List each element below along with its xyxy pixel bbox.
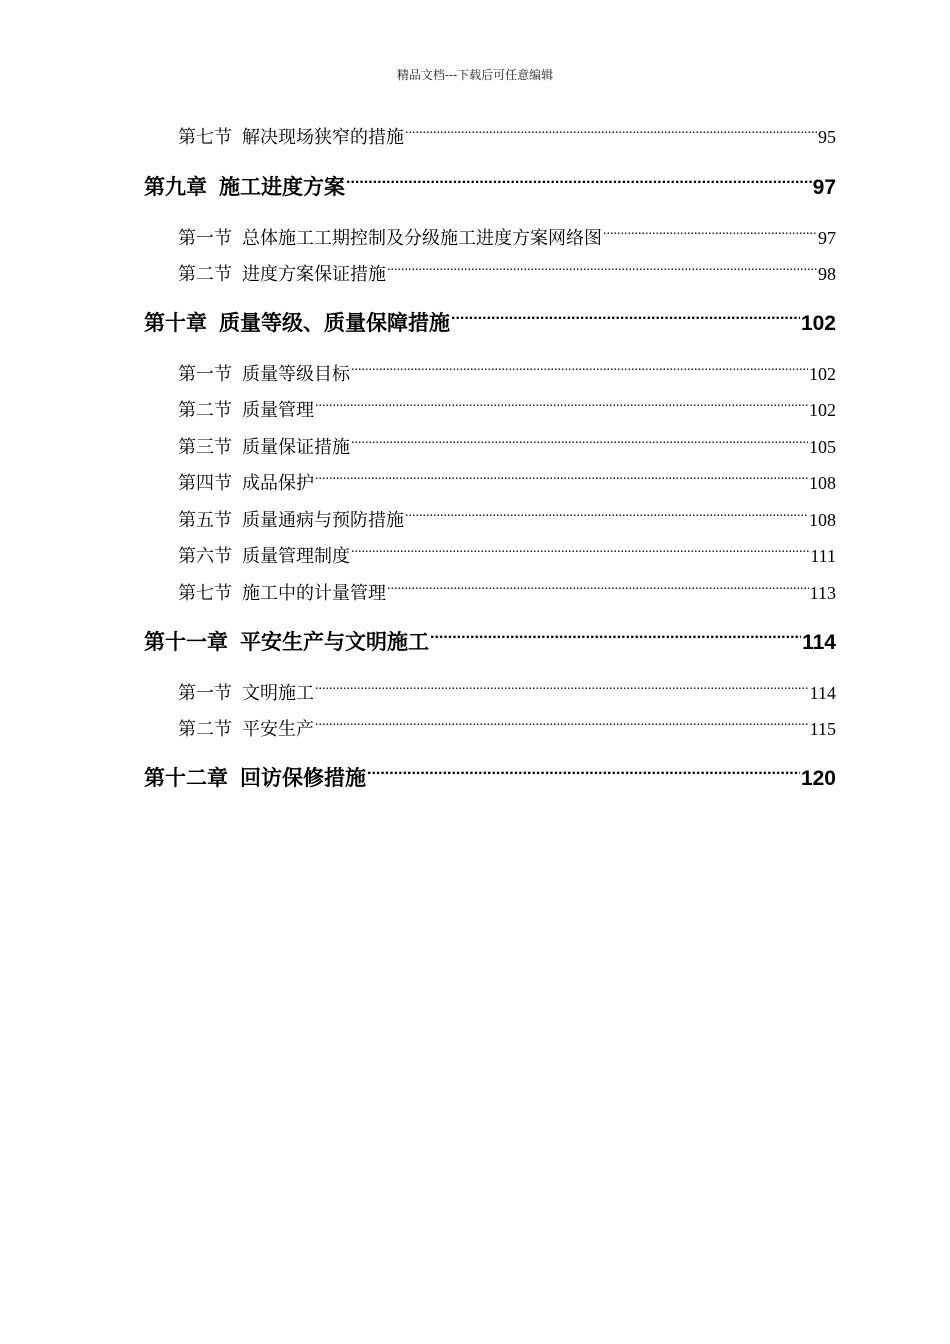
- toc-entry-page: 114: [802, 631, 836, 654]
- toc-entry-title: 施工中的计量管理: [242, 583, 386, 604]
- toc-entry-number: 第七节: [178, 127, 232, 148]
- toc-entry-number: 第一节: [178, 228, 232, 249]
- toc-entry-number: 第四节: [178, 473, 232, 494]
- toc-entry-section[interactable]: [178, 681, 836, 706]
- toc-entry-page: 102: [800, 312, 836, 335]
- toc-entry-number: 第二节: [178, 264, 232, 285]
- toc-entry-page: 102: [809, 400, 836, 420]
- toc-entry-number: 第五节: [178, 510, 232, 531]
- toc-entry-title: 质量保证措施: [242, 437, 350, 458]
- toc-entry-chapter[interactable]: [144, 764, 836, 793]
- dot-leader: [346, 173, 812, 194]
- toc-entry-page: 113: [809, 583, 836, 603]
- toc-entry-title: 平安生产: [242, 719, 314, 740]
- dot-leader: [315, 681, 809, 699]
- toc-entry-section[interactable]: [178, 362, 836, 387]
- dot-leader: [315, 717, 809, 735]
- toc-entry-section[interactable]: [178, 544, 836, 569]
- toc-entry-section[interactable]: [178, 471, 836, 496]
- dot-leader: [367, 764, 800, 785]
- dot-leader: [351, 544, 809, 562]
- toc-entry-title: 文明施工: [242, 683, 314, 704]
- page-header: [0, 67, 950, 83]
- dot-leader: [351, 435, 808, 453]
- toc-entry-page: 120: [800, 767, 836, 790]
- toc-entry-section[interactable]: [178, 581, 836, 606]
- toc-entry-section[interactable]: [178, 435, 836, 460]
- toc-entry-number: 第十章: [144, 311, 207, 335]
- dot-leader: [387, 262, 817, 280]
- toc-entry-number: 第三节: [178, 437, 232, 458]
- toc-entry-page: 115: [809, 719, 836, 739]
- toc-entry-page: 98: [818, 264, 836, 284]
- toc-entry-chapter[interactable]: [144, 628, 836, 657]
- toc-entry-page: 97: [818, 228, 836, 248]
- toc-entry-title: 成品保护: [242, 473, 314, 494]
- toc-entry-number: 第二节: [178, 719, 232, 740]
- toc-entry-number: 第十二章: [144, 766, 228, 790]
- toc-entry-section[interactable]: [178, 125, 836, 150]
- toc-entry-section[interactable]: [178, 262, 836, 287]
- toc-entry-page: 105: [809, 437, 836, 457]
- toc-entry-page: 108: [809, 510, 836, 530]
- toc-entry-title: 总体施工工期控制及分级施工进度方案网络图: [242, 228, 602, 249]
- toc-entry-title: 平安生产与文明施工: [240, 630, 429, 654]
- dot-leader: [315, 471, 808, 489]
- dot-leader: [451, 309, 800, 330]
- toc-entry-page: 95: [818, 127, 836, 147]
- header-text: 精品文档---下载后可任意编辑: [396, 68, 554, 82]
- toc-entry-number: 第六节: [178, 546, 232, 567]
- toc-entry-page: 97: [812, 176, 836, 199]
- toc-entry-page: 108: [809, 473, 836, 493]
- toc-entry-chapter[interactable]: [144, 309, 836, 338]
- toc-entry-section[interactable]: [178, 398, 836, 423]
- toc-entry-section[interactable]: [178, 717, 836, 742]
- dot-leader: [387, 581, 809, 599]
- toc-entry-number: 第一节: [178, 683, 232, 704]
- dot-leader: [405, 125, 817, 143]
- toc-entry-title: 施工进度方案: [219, 175, 345, 199]
- toc-entry-number: 第七节: [178, 583, 232, 604]
- toc-entry-title: 解决现场狭窄的措施: [242, 127, 404, 148]
- toc-entry-title: 质量等级目标: [242, 364, 350, 385]
- toc-entry-title: 质量等级、质量保障措施: [219, 311, 450, 335]
- toc-entry-chapter[interactable]: [144, 173, 836, 202]
- toc-entry-title: 回访保修措施: [240, 766, 366, 790]
- toc-entry-section[interactable]: [178, 226, 836, 251]
- toc-entry-number: 第九章: [144, 175, 207, 199]
- toc-entry-title: 质量管理制度: [242, 546, 350, 567]
- dot-leader: [315, 398, 808, 416]
- toc-entry-page: 111: [810, 546, 836, 566]
- toc-entry-number: 第十一章: [144, 630, 228, 654]
- toc-entry-number: 第一节: [178, 364, 232, 385]
- toc-entry-number: 第二节: [178, 400, 232, 421]
- dot-leader: [405, 508, 808, 526]
- dot-leader: [430, 628, 801, 649]
- toc-entry-section[interactable]: [178, 508, 836, 533]
- toc-entry-title: 质量管理: [242, 400, 314, 421]
- toc-entry-title: 进度方案保证措施: [242, 264, 386, 285]
- toc-entry-page: 102: [809, 364, 836, 384]
- dot-leader: [603, 226, 817, 244]
- toc-entry-title: 质量通病与预防措施: [242, 510, 404, 531]
- dot-leader: [351, 362, 808, 380]
- toc-entry-page: 114: [809, 683, 836, 703]
